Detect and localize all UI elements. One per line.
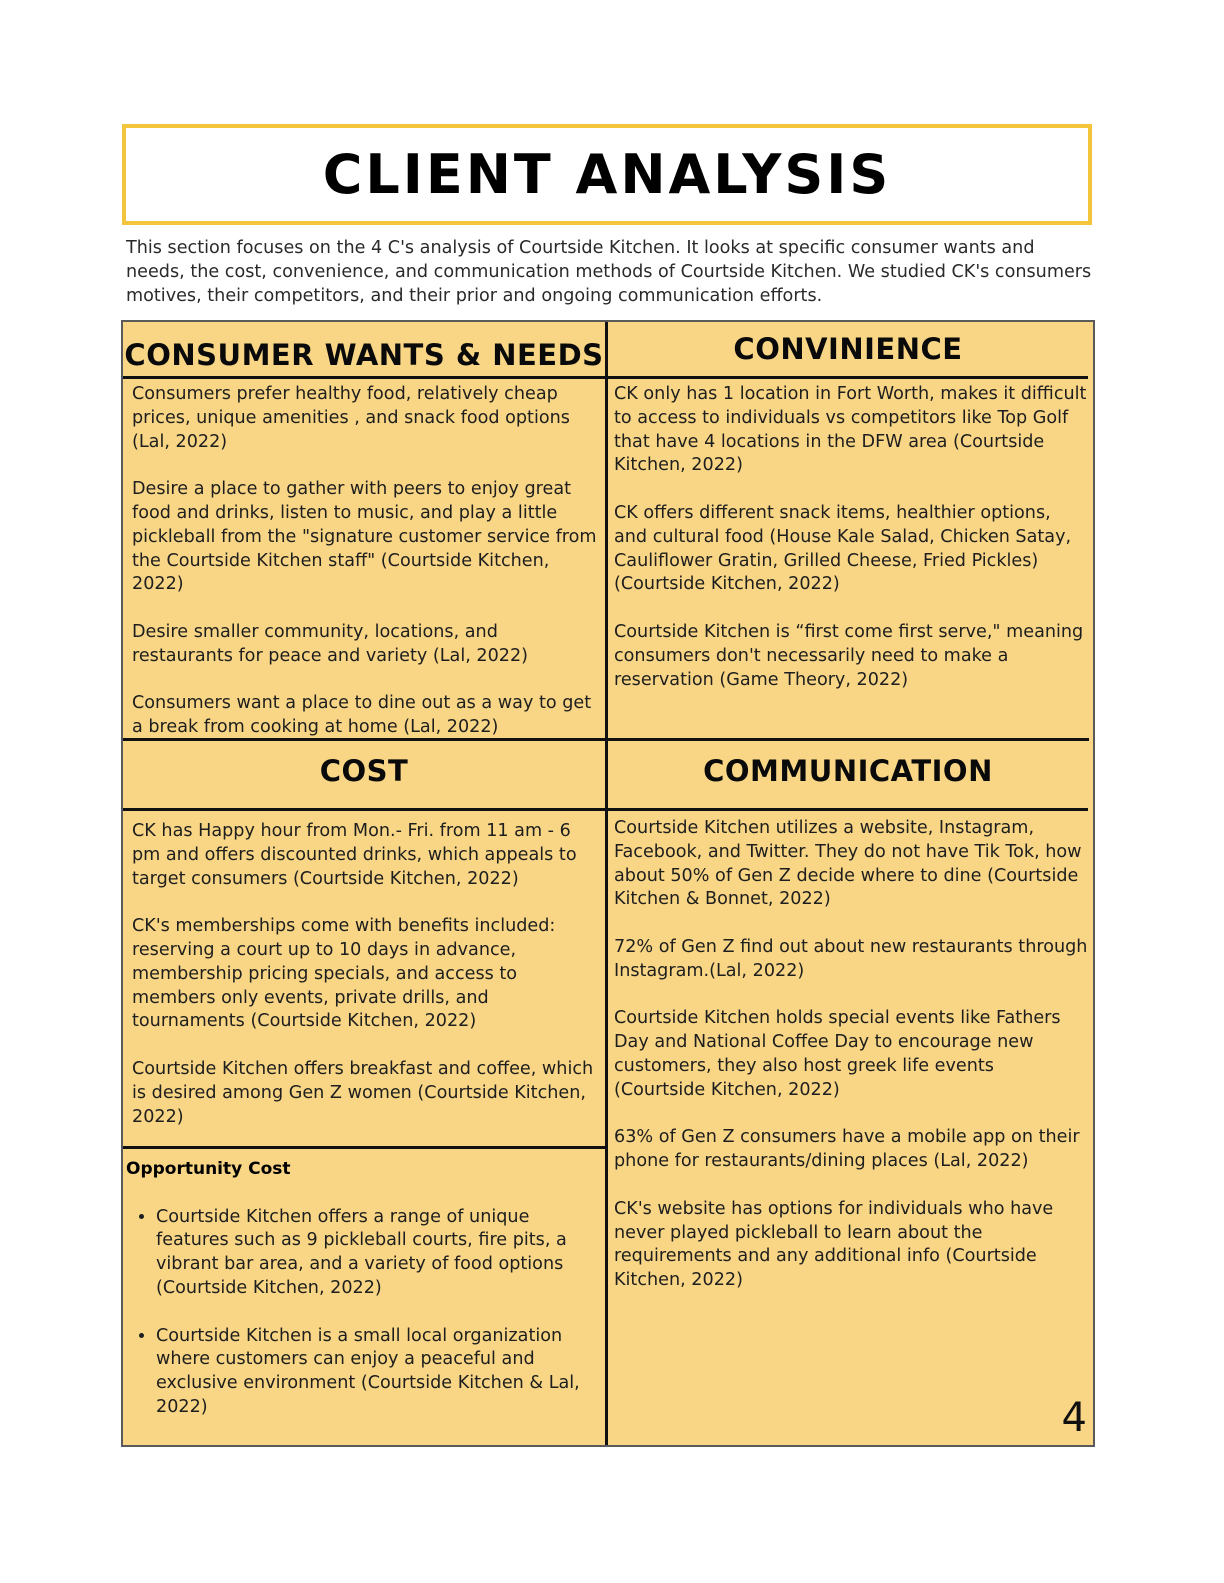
divider-convenience-heading — [608, 376, 1088, 379]
opportunity-item: • Courtside Kitchen is a small local organization where customers can enjoy a peaceful and exclusive environment (Courtside Kitchen & Lal, 2022) — [156, 1325, 602, 1420]
intro-paragraph: This section focuses on the 4 C's analysis of Courtside Kitchen. It looks at specific consumer wants and needs, the cost, convenience, and communication methods of Courtside Kitchen. We studied CK's consumers motives, their competitors, and their prior and ongoing communication efforts. — [126, 238, 1092, 306]
convenience-heading: CONVINIENCE — [733, 332, 963, 366]
divider-cost-heading — [123, 808, 605, 811]
divider-consumer-heading — [123, 376, 605, 379]
opportunity-body — [126, 1158, 602, 1444]
cost-paragraph: CK's memberships come with benefits included: reserving a court up to 10 days in advance, membership pricing specials, and access to members only events, private drills, and tournaments (Courtside Kitchen, 2022) — [132, 916, 556, 1032]
consumer-paragraph: Consumers prefer healthy food, relatively cheap prices, unique amenities , and snack food options (Lal, 2022) — [132, 384, 570, 452]
title-box — [122, 124, 1092, 225]
divider-communication-heading — [608, 808, 1088, 811]
communication-paragraph: 63% of Gen Z consumers have a mobile app on their phone for restaurants/dining places (Lal, 2022) — [614, 1127, 1080, 1172]
convenience-paragraph: CK offers different snack items, healthier options, and cultural food (House Kale Salad, Chicken Satay, Cauliflower Gratin, Grilled Cheese, Fried Pickles) (Courtside Kitchen, 2022) — [614, 502, 1072, 595]
communication-heading: COMMUNICATION — [703, 754, 993, 788]
opportunity-list — [126, 1206, 602, 1420]
divider-vertical — [605, 322, 608, 1445]
convenience-body — [614, 383, 1089, 692]
opportunity-item: • Courtside Kitchen offers a range of unique features such as 9 pickleball courts, fire pits, a vibrant bar area, and a variety of food options (Courtside Kitchen, 2022) — [156, 1206, 602, 1301]
cost-heading: COST — [319, 754, 409, 788]
cost-paragraph: Courtside Kitchen offers breakfast and coffee, which is desired among Gen Z women (Courtside Kitchen, 2022) — [132, 1058, 594, 1127]
communication-body — [614, 817, 1089, 1293]
cost-body — [132, 820, 602, 1129]
communication-paragraph: 72% of Gen Z find out about new restaurants through Instagram.(Lal, 2022) — [614, 936, 1088, 981]
page-title: CLIENT ANALYSIS — [322, 143, 892, 206]
communication-paragraph: Courtside Kitchen holds special events like Fathers Day and National Coffee Day to encourage new customers, they also host greek life events (Courtside Kitchen, 2022) — [614, 1008, 1061, 1100]
page-number: 4 — [1061, 1395, 1087, 1441]
consumer-body — [132, 383, 602, 740]
four-cs-grid — [121, 320, 1095, 1447]
opportunity-heading: Opportunity Cost — [126, 1159, 291, 1179]
divider-opportunity — [123, 1146, 605, 1149]
cost-paragraph: CK has Happy hour from Mon.- Fri. from 11 am - 6 pm and offers discounted drinks, which appeals to target consumers (Courtside Kitchen, 2022) — [132, 821, 577, 889]
communication-paragraph: CK's website has options for individuals who have never played pickleball to learn about the requirements and any additional info (Courtside Kitchen, 2022) — [614, 1198, 1054, 1291]
convenience-paragraph: CK only has 1 location in Fort Worth, makes it difficult to access to individuals vs competitors like Top Golf that have 4 locations in the DFW area (Courtside Kitchen, 2022) — [614, 384, 1087, 476]
communication-paragraph: Courtside Kitchen utilizes a website, Instagram, Facebook, and Twitter. They do not have Tik Tok, how about 50% of Gen Z decide where to dine (Courtside Kitchen & Bonnet, 2022) — [614, 818, 1082, 910]
consumer-paragraph: Consumers want a place to dine out as a way to get a break from cooking at home (Lal, 2022) — [132, 693, 592, 738]
convenience-paragraph: Courtside Kitchen is “first come first serve," meaning consumers don't necessarily need to make a reservation (Game Theory, 2022) — [614, 621, 1084, 690]
consumer-heading: CONSUMER WANTS & NEEDS — [124, 338, 604, 372]
consumer-paragraph: Desire smaller community, locations, and restaurants for peace and variety (Lal, 2022) — [132, 621, 529, 666]
consumer-paragraph: Desire a place to gather with peers to enjoy great food and drinks, listen to music, and play a little pickleball from the "signature customer service from the Courtside Kitchen staff" (Courtside Kitchen, 2022) — [132, 479, 597, 595]
